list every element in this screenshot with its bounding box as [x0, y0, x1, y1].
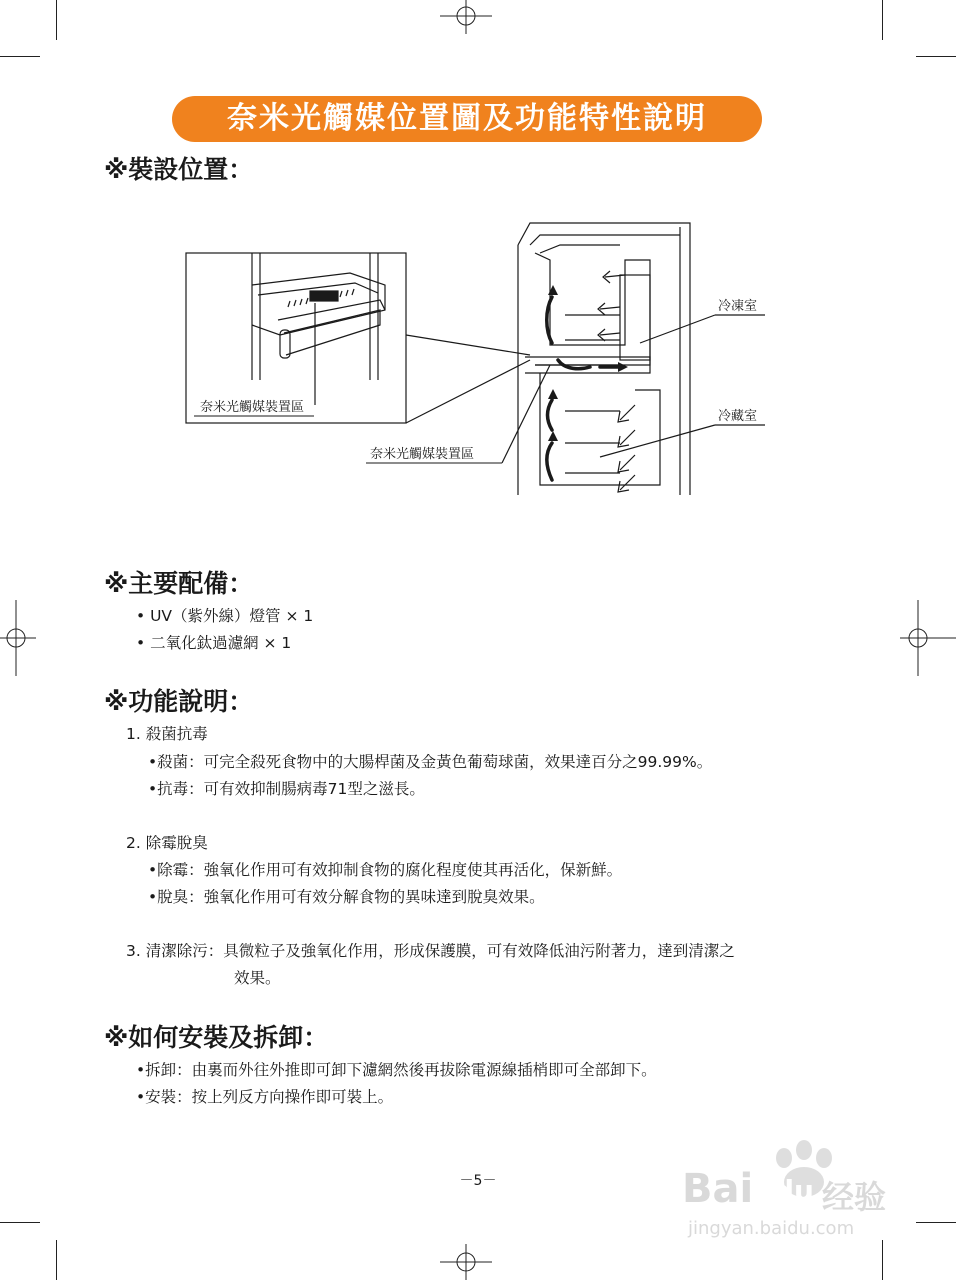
refrigerator-diagram [180, 215, 780, 515]
label-freezer: 冷凍室 [718, 299, 758, 314]
function-heading-1: 1. 殺菌抗毒 [126, 725, 208, 743]
section-heading-install-remove: ※如何安裝及拆卸： [104, 1023, 329, 1052]
watermark-product: 经验 [822, 1178, 887, 1216]
install-item-install: •安裝：按上列反方向操作即可裝上。 [136, 1088, 394, 1106]
function-heading-2: 2. 除霉脫臭 [126, 834, 208, 852]
watermark-brand-du: du [774, 1174, 814, 1207]
equipment-item-filter: • 二氧化鈦過濾網 × 1 [136, 634, 292, 652]
page-title: 奈米光觸媒位置圖及功能特性說明 [172, 96, 762, 142]
function-1-item-1: •殺菌：可完全殺死食物中的大腸桿菌及金黃色葡萄球菌，效果達百分之99.99%。 [148, 753, 713, 771]
function-heading-3: 3. 清潔除污：具微粒子及強氧化作用，形成保護膜，可有效降低油污附著力，達到清潔之 [126, 942, 735, 960]
install-item-remove: •拆卸：由裏而外往外推即可卸下濾網然後再拔除電源線插梢即可全部卸下。 [136, 1061, 657, 1079]
function-2-item-2: •脫臭：強氧化作用可有效分解食物的異味達到脫臭效果。 [148, 888, 545, 906]
equipment-item-uv-lamp: • UV（紫外線）燈管 × 1 [136, 607, 314, 625]
function-2-item-1: •除霉：強氧化作用可有效抑制食物的腐化程度使其再活化，保新鮮。 [148, 861, 623, 879]
page-number: －5－ [459, 1173, 497, 1189]
function-1-item-2: •抗毒：可有效抑制腸病毒71型之滋長。 [148, 780, 425, 798]
label-device-area-inset: 奈米光觸媒裝置區 [200, 400, 305, 415]
watermark-url: jingyan.baidu.com [688, 1218, 855, 1239]
label-fridge: 冷藏室 [718, 409, 758, 424]
watermark-brand: Bai [682, 1166, 754, 1212]
section-heading-function: ※功能說明： [104, 687, 254, 716]
function-3-continuation: 效果。 [234, 969, 281, 987]
baidu-watermark [682, 1140, 912, 1250]
inset-box [186, 253, 406, 423]
label-device-area: 奈米光觸媒裝置區 [370, 447, 475, 462]
section-heading-main-equipment: ※主要配備： [104, 569, 254, 598]
section-heading-install-position: ※裝設位置： [104, 155, 254, 184]
